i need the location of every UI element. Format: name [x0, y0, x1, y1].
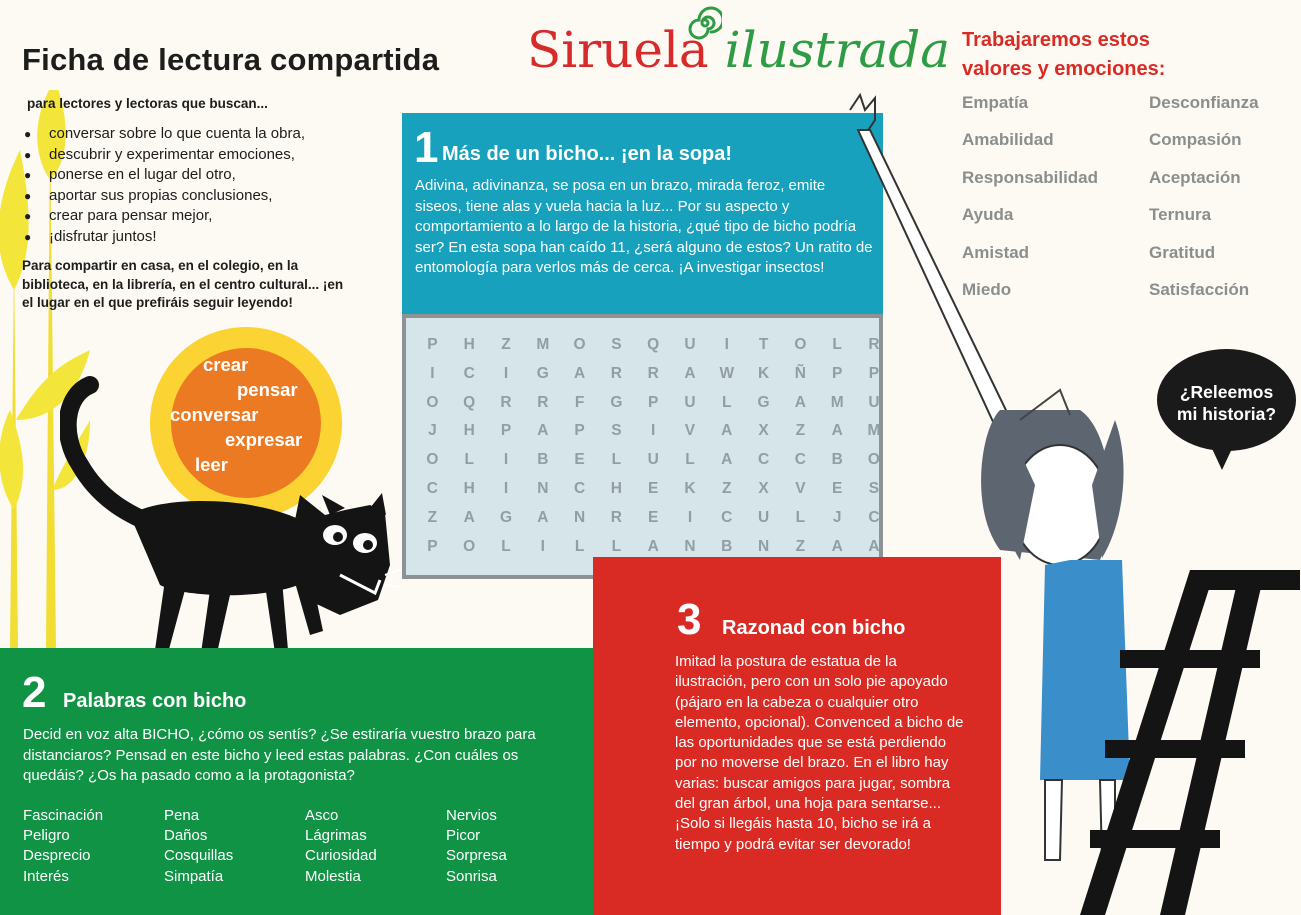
word-search-letter: A [721, 422, 733, 440]
page-title: Ficha de lectura compartida [22, 42, 440, 77]
word-search-letter: C [573, 479, 586, 497]
word-search-letter: R [500, 393, 512, 411]
word-search-letter: R [868, 336, 880, 353]
word-search-letter: U [647, 451, 659, 469]
word-search-letter: A [868, 537, 880, 555]
word-search-letter: B [721, 537, 733, 555]
word-search-letter: I [503, 479, 509, 497]
emotion-word: Lágrimas [305, 827, 367, 845]
section-heading: Más de un bicho... ¡en la sopa! [442, 143, 733, 165]
emotion-word: Curiosidad [305, 847, 377, 865]
section-number: 3 [677, 595, 702, 644]
section-heading: Razonad con bicho [722, 617, 906, 639]
word-search-letter: K [757, 364, 770, 382]
word-search-letter: L [685, 451, 695, 469]
word-search-letter: C [794, 451, 806, 469]
emotion-word: Pena [164, 807, 200, 824]
section-heading: Palabras con bicho [63, 690, 247, 712]
word-search-letter: P [868, 364, 880, 382]
word-search-letter: G [536, 364, 549, 382]
values-heading [962, 26, 1165, 84]
value-item: Satisfacción [1149, 279, 1250, 299]
value-item: Ternura [1149, 205, 1212, 225]
word-search-letter: W [719, 364, 735, 382]
word-search-letter: K [684, 479, 696, 497]
sun-word: leer [195, 454, 228, 475]
word-search-letter: P [574, 422, 585, 440]
word-search-letter: H [463, 336, 475, 353]
word-search-letter: I [503, 364, 509, 382]
word-search-letter: R [610, 508, 622, 526]
sun-word: expresar [225, 429, 303, 450]
word-search-letter: I [687, 508, 693, 526]
word-search-letter: A [831, 422, 843, 440]
word-search-letter: E [648, 479, 659, 497]
word-search-letter: Z [722, 479, 732, 497]
emotion-word: Cosquillas [164, 847, 234, 865]
word-search-letter: O [573, 336, 586, 353]
girl-on-ladder-illustration [830, 90, 1301, 915]
word-search-letter: A [794, 393, 806, 411]
emotion-word: Asco [305, 807, 339, 824]
value-item: Desconfianza [1149, 93, 1259, 112]
emotion-word: Fascinación [23, 807, 104, 824]
word-search-letter: L [722, 393, 732, 411]
word-search-letter: X [758, 479, 769, 497]
word-search [402, 314, 883, 579]
value-item: Ayuda [962, 205, 1014, 225]
word-search-letter: O [867, 451, 880, 469]
goal-item: ● descubrir y experimentar emociones, [24, 145, 305, 166]
word-search-letter: M [830, 393, 844, 411]
word-search-letter: X [758, 422, 769, 440]
word-search-letter: O [794, 336, 807, 353]
word-search-letter: O [426, 393, 439, 411]
word-search-letter: P [500, 422, 512, 440]
value-item: Empatía [962, 93, 1029, 112]
word-search-letter: C [426, 479, 438, 497]
value-item: Aceptación [1149, 167, 1241, 187]
word-search-grid [414, 336, 892, 566]
value-item: Amistad [962, 242, 1030, 262]
word-search-letter: J [428, 422, 437, 440]
sun-word: conversar [170, 404, 259, 425]
emotion-word: Picor [446, 827, 481, 845]
word-search-letter: G [610, 393, 623, 411]
goal-item: ● ponerse en el lugar del otro, [24, 165, 305, 186]
word-search-letter: N [684, 537, 696, 555]
word-search-letter: I [724, 336, 729, 353]
word-search-letter: C [463, 364, 475, 382]
word-search-letter: U [757, 508, 770, 526]
sun-word: pensar [237, 379, 298, 400]
word-search-letter: N [537, 479, 549, 497]
word-search-letter: A [721, 451, 733, 469]
section-text: Adivina, adivinanza, se posa en un brazo, mirada feroz, emite siseos, tiene alas y vuela hacia la luz... Por su aspecto y comportamiento a lo largo de la historia, ¿qué tipo de bicho podría ser? En esta sopa han caído 11, ¿será alguno de estos? Un ratito de entomología para verlos más de cerca. ¡A investigar insectos! [415, 177, 873, 276]
word-search-letter: A [573, 364, 586, 382]
goal-item: ● crear para pensar mejor, [24, 206, 305, 227]
word-search-letter: G [757, 393, 770, 411]
value-item: Gratitud [1149, 242, 1216, 262]
word-search-letter: P [831, 364, 843, 382]
intro-lead: para lectores y lectoras que buscan... [27, 96, 268, 111]
word-search-letter: L [832, 336, 842, 353]
swirl-icon [688, 6, 722, 40]
word-search-letter: B [831, 451, 843, 469]
word-search-letter: P [427, 537, 438, 555]
emotion-word-list [23, 806, 587, 887]
word-search-letter: S [868, 479, 880, 497]
section-2-box [0, 648, 643, 915]
word-search-letter: P [427, 336, 438, 353]
emotion-word: Simpatía [164, 867, 224, 885]
emotion-word: Peligro [23, 827, 70, 845]
brand-logo [527, 22, 950, 78]
bubble-line: ¿Releemos [1179, 382, 1274, 402]
value-item: Amabilidad [962, 130, 1054, 150]
word-search-letter: L [501, 537, 511, 555]
word-search-letter: I [430, 364, 435, 382]
word-search-letter: O [426, 451, 439, 469]
word-search-letter: B [537, 451, 549, 469]
word-search-letter: Z [427, 508, 438, 526]
emotion-word: Sonrisa [446, 867, 497, 885]
word-search-letter: O [463, 537, 476, 555]
word-search-letter: E [831, 479, 843, 497]
word-search-letter: H [463, 422, 475, 440]
word-search-letter: E [648, 508, 659, 526]
word-search-letter: S [611, 422, 622, 440]
section-text: Decid en voz alta BICHO, ¿cómo os sentís? ¿Se estiraría vuestro brazo para distanciaros? Pensad en este bicho y leed estas palabras. ¿Con cuáles os quedáis? ¿Os ha pasado como a la protagonista? [23, 726, 536, 784]
word-search-letter: A [537, 508, 549, 526]
value-item: Miedo [962, 279, 1012, 299]
emotion-word: Molestia [305, 867, 361, 885]
word-search-letter: L [611, 537, 622, 555]
emotion-word: Sorpresa [446, 847, 507, 865]
word-search-letter: Z [501, 336, 511, 353]
speech-bubble-text [1157, 381, 1296, 425]
word-search-letter: A [463, 508, 475, 526]
emotion-word: Daños [164, 827, 208, 845]
bubble-line: mi historia? [1176, 404, 1277, 424]
goal-item: ● aportar sus propias conclusiones, [24, 186, 305, 207]
word-search-letter: U [868, 393, 880, 411]
word-search-letter: N [573, 508, 586, 526]
word-search-letter: H [463, 479, 475, 497]
word-search-letter: L [611, 451, 622, 469]
sun-word: crear [203, 354, 249, 375]
word-search-letter: Z [795, 422, 806, 440]
word-search-letter: U [684, 336, 696, 353]
section-text: Imitad la postura de estatua de la ilustración, pero con un solo pie apoyado (pájaro en la cabeza o cualquier otro elemento, opcional). Convenced a bicho de las oportunidades que se está perdiendo por no moverse del brazo. En el libro hay varias: buscar amigos para jugar, sombra del gran árbol, una hoja para sentarse... ¡Solo si llegáis hasta 10, bicho se irá a tiempo y podrá evitar ser devorado! [675, 653, 964, 853]
word-search-letter: L [795, 508, 806, 526]
emotion-word: Desprecio [23, 847, 91, 865]
word-search-letter: M [867, 422, 881, 440]
word-search-letter: L [574, 537, 585, 555]
word-search-letter: A [831, 537, 843, 555]
word-search-letter: C [757, 451, 770, 469]
goals-list [24, 124, 305, 247]
word-search-letter: Z [795, 537, 806, 555]
brand-name-part2: ilustrada [724, 21, 951, 79]
word-search-letter: G [499, 508, 513, 526]
word-search-letter: A [537, 422, 549, 440]
word-search-letter: A [684, 364, 696, 382]
values-heading-line: Trabajaremos estos [962, 29, 1150, 51]
word-search-letter: F [574, 393, 585, 411]
goal-item: ● conversar sobre lo que cuenta la obra, [24, 124, 305, 145]
values-heading-line: valores y emociones: [962, 58, 1166, 80]
word-search-letter: L [464, 451, 474, 469]
word-search-letter: R [647, 364, 659, 382]
emotion-word: Nervios [446, 807, 497, 824]
black-cat-illustration [60, 375, 400, 675]
word-search-letter: N [757, 537, 770, 555]
section-1-box [402, 113, 883, 314]
word-search-letter: Q [463, 393, 476, 411]
word-search-letter: V [684, 422, 696, 440]
word-search-letter: J [832, 508, 842, 526]
word-search-letter: E [574, 451, 585, 469]
word-search-letter: Ñ [794, 364, 806, 382]
word-search-letter: M [536, 336, 550, 353]
word-search-letter: Q [647, 336, 660, 353]
word-search-letter: C [868, 508, 880, 526]
word-search-letter: U [684, 393, 696, 411]
speech-bubble-tail [1208, 440, 1236, 470]
word-search-letter: I [651, 422, 656, 440]
section-number: 2 [22, 668, 47, 717]
word-search-letter: H [610, 479, 622, 497]
word-search-letter: T [758, 336, 769, 353]
word-search-letter: P [648, 393, 659, 411]
word-search-letter: R [610, 364, 622, 382]
word-search-letter: R [537, 393, 549, 411]
share-text: Para compartir en casa, en el colegio, en la biblioteca, en la librería, en el centro cultural... ¡en el lugar en el que prefiráis seguir leyendo! [22, 258, 344, 310]
word-search-letter: V [795, 479, 806, 497]
goal-item: ● ¡disfrutar juntos! [24, 227, 305, 248]
brand-name-part1: Siruela [527, 21, 709, 79]
value-item: Responsabilidad [962, 167, 1099, 187]
word-search-letter: S [611, 336, 622, 353]
section-number: 1 [414, 123, 439, 172]
emotion-word: Interés [23, 867, 69, 885]
value-item: Compasión [1149, 130, 1242, 150]
word-search-letter: A [647, 537, 659, 555]
word-search-letter: C [721, 508, 733, 526]
word-search-letter: I [540, 537, 545, 555]
word-search-letter: I [503, 451, 509, 469]
